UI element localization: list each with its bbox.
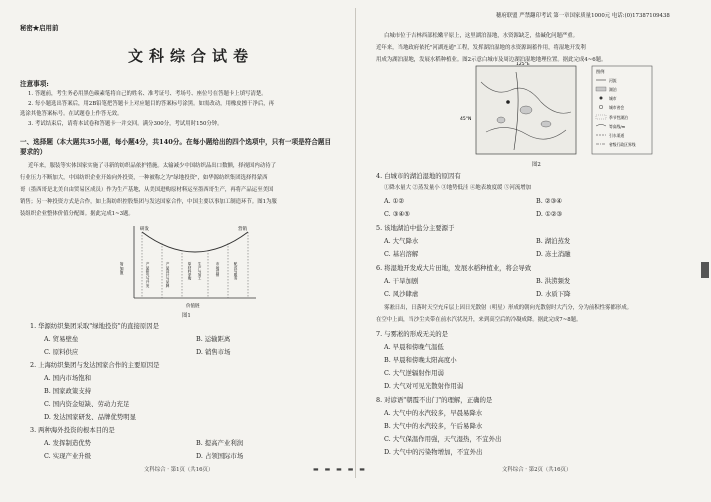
passage-line: 近年来，当地政府依托"河湖连通"工程，发挥湖泊湿地的水资源调蓄作用，将湿地开发利	[376, 45, 586, 51]
note-line: 1. 答题前，考生务必用黑色碳素笔将自己的姓名、准考证号、考场号、座位号在答题卡上填写清楚。	[28, 91, 267, 97]
passage-line: 用成为湖泊湿地，发展水稻种植业。图2示意白城市及周边湖泊湿地地理位置。据此完成4~6题。	[376, 57, 607, 63]
fig1-col-label: 配送与服务	[234, 262, 238, 280]
option-5a[interactable]: A. 大气降水	[384, 237, 419, 245]
passage-line: 行业压力不断加大，中国纺织企业开始向外投资，一种被称之为"绿地投资"，如华源纺织集团选择得蒙西	[20, 175, 268, 181]
option-7a[interactable]: A. 早晨和傍晚气温低	[384, 343, 444, 351]
passage-line: 白城市位于吉林西部松嫩平原上，这里湖泊湿地，水资源缺乏，盐碱化问题严重。	[384, 33, 579, 39]
question-2: 2. 上海纺织集团与发达国家合作的主要原因是	[30, 361, 160, 369]
option-1d[interactable]: D. 销售市场	[196, 348, 231, 356]
left-page	[0, 0, 355, 502]
option-6b[interactable]: B. 洪涝频发	[536, 277, 571, 285]
passage-line: 哥（墨西哥是北美自由贸易区成员）作为生产基地，从美国进购原材料运至墨西哥生产，再将产品运至美国	[20, 187, 274, 193]
option-3c[interactable]: C. 实现产业升级	[44, 452, 92, 460]
option-7d[interactable]: D. 大气对可见光散射作用弱	[384, 382, 464, 390]
fig2-legend-item: 城市省会	[609, 105, 625, 110]
option-8b[interactable]: B. 大气中的水汽较多，午后易降水	[384, 422, 483, 430]
header-bar: 穗府联盟 严禁翻印考试 第一章国家质量1000元 电话:(0)17387109438	[496, 13, 670, 19]
passage-line: 近年来，服装等实体国家实施了寻新的纺织品依护措施。太输减少中国纺织品出口数额，择视国内动待了	[28, 163, 276, 169]
option-2c[interactable]: C. 国内资金短缺、劳动力充足	[44, 400, 130, 408]
question-6: 6. 将湿地开发成大片田地，发展水稻种植业，将会导致	[376, 264, 532, 272]
option-4d[interactable]: D. ①②③	[536, 210, 563, 218]
section-header-cont: 要求的）	[20, 148, 47, 156]
right-page	[356, 0, 711, 502]
option-5d[interactable]: D. 冻土消融	[536, 250, 571, 258]
passage2-line: 在空中上面，当沙尘夹带在前水汽状况升，来到高空后的冷凝成降。据此完成7~8题。	[376, 317, 582, 323]
option-3b[interactable]: B. 提高产业利润	[196, 439, 244, 447]
fig2-legend-item: 省级行政区界线	[609, 142, 636, 147]
option-1b[interactable]: B. 运输距离	[196, 335, 231, 343]
fig1-col-label: 原材料采购	[188, 262, 192, 280]
fig2-legend-title: 图例	[596, 69, 605, 74]
option-2b[interactable]: B. 国家政策支持	[44, 387, 92, 395]
figure-2-caption: 图2	[532, 162, 541, 168]
fig1-col-label: 生产与加工	[198, 262, 202, 280]
option-8d[interactable]: D. 大气中的污染物增加，不宜外出	[384, 448, 483, 456]
option-7b[interactable]: B. 早晨和傍晚太阳高度小	[384, 356, 457, 364]
question-4-items: ①降水量大 ②蒸发量小 ③地势低洼 ④地表坡度缓 ⑤河流增加	[384, 185, 532, 191]
page-dots: ▬ ▬ ▬ ▬ ▬	[313, 466, 367, 473]
fig1-top-right: 营销	[238, 227, 247, 232]
footer-left: 文科综合 · 第1页（共16页）	[144, 467, 214, 473]
option-4c[interactable]: C. ③④⑤	[384, 210, 410, 218]
fig1-y-axis: 附加值	[120, 262, 125, 275]
secret-mark: 秘密★启用前	[20, 24, 59, 32]
page-title: 文科综合试卷	[128, 47, 255, 65]
figure-1-caption: 图1	[182, 313, 191, 319]
figure-2-map	[456, 62, 656, 162]
fig1-top-left: 研发	[140, 227, 149, 232]
passage-line: 装组织企业整体价值分配图。据此完成1~3题。	[20, 211, 134, 217]
note-line: 2. 每小题选出答案后，用2B铅笔把答题卡上对应题目的答案标号涂黑。如需改动，用橡皮擦干净后，再	[28, 101, 275, 107]
option-8c[interactable]: C. 大气保温作用强，天气湿热，不宜外出	[384, 435, 502, 443]
fig1-col-label: 市场营销	[216, 262, 220, 277]
fig2-lat: 45°N	[460, 117, 472, 122]
question-7: 7. 与雾凇的形成无关的是	[376, 330, 449, 338]
question-8: 8. 对谚语"朝霞不出门"的理解，正确的是	[376, 396, 493, 404]
option-6d[interactable]: D. 水质下降	[536, 290, 571, 298]
fig2-lon: 125°E	[516, 62, 530, 67]
option-1c[interactable]: C. 原料供应	[44, 348, 79, 356]
option-2d[interactable]: D. 发达国家研发、品牌优势明显	[44, 413, 137, 421]
fig2-legend-item: 等高线/m	[609, 124, 626, 129]
option-2a[interactable]: A. 国内市场饱和	[44, 374, 92, 382]
option-3a[interactable]: A. 发挥制造优势	[44, 439, 92, 447]
fig2-legend-item: 引水渠道	[609, 133, 625, 138]
option-1a[interactable]: A. 贸易壁垒	[44, 335, 79, 343]
question-3: 3. 两种海外投资的根本目的是	[30, 426, 115, 434]
fig1-col-label: 产品研究与开发	[146, 262, 150, 288]
fig1-x-axis: 价值链	[186, 304, 200, 309]
question-1: 1. 华源纺织集团采取"绿地投资"的直接原因是	[30, 322, 160, 330]
option-5c[interactable]: C. 基岩溶解	[384, 250, 419, 258]
option-4b[interactable]: B. ②③④	[536, 197, 562, 205]
footer-right: 文科综合 · 第2页（共16页）	[502, 467, 572, 473]
note-line: 3. 考试结束后，请将本试卷和答题卡一并交回。满分300分，考试用时150分钟。	[28, 121, 223, 127]
fig2-legend-item: 城市	[609, 96, 617, 101]
fig2-legend-item: 季节性湖泊	[609, 115, 628, 120]
fig2-legend-item: 河流	[609, 78, 617, 83]
passage-line: 销售；另一种投资方式是合作，如上海纺织控股集团与发达国家合作，中国主要以事加工制造环节。图1为服	[20, 199, 277, 205]
edge-tab	[701, 262, 709, 278]
option-8a[interactable]: A. 大气中的水汽较多，早晨易降水	[384, 409, 483, 417]
option-6c[interactable]: C. 风沙肆虐	[384, 290, 419, 298]
option-5b[interactable]: B. 湖泊蒸发	[536, 237, 571, 245]
fig1-col-label: 产品设计与品牌	[166, 262, 170, 288]
question-5: 5. 该地湖泊中盐分主要源于	[376, 224, 455, 232]
option-7c[interactable]: C. 大气逆辐射作用弱	[384, 369, 444, 377]
passage2-line: 雾凇日出，日落时天空充斥层上因日光散射（明星）形成的朝向光散射时大汽分，分为前积性雾都形成。	[384, 305, 632, 311]
note-line: 选涂其他答案标号。在试题卷上作答无效。	[20, 111, 123, 117]
option-6a[interactable]: A. 干旱加剧	[384, 277, 419, 285]
figure-1-smile-curve	[120, 222, 260, 312]
option-4a[interactable]: A. ①②	[384, 197, 405, 205]
section-header: 一、选择题（本大题共35小题，每小题4分，共140分。在每小题给出的四个选项中，只有一项是符合题目	[20, 138, 332, 146]
option-3d[interactable]: D. 占领国际市场	[196, 452, 244, 460]
fig2-legend-item: 湖泊	[609, 87, 617, 92]
notes-header: 注意事项:	[20, 80, 49, 88]
question-4: 4. 白城市的湖泊湿地的原因有	[376, 172, 461, 180]
